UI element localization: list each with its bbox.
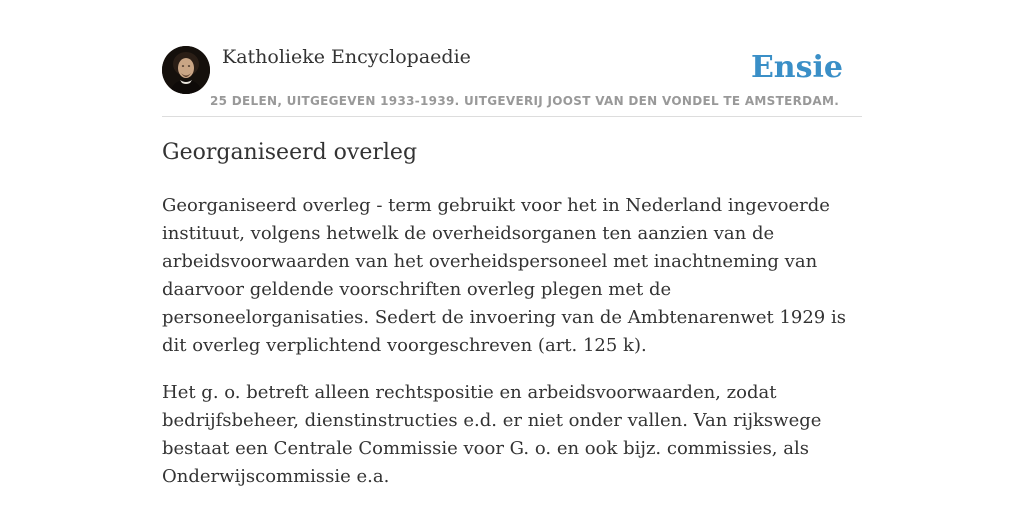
source-title[interactable]: Katholieke Encyclopaedie [222,46,471,68]
ensie-logo-link[interactable]: Ensie [750,50,843,85]
article-paragraph: Georganiseerd overleg - term gebruikt voor het in Nederland ingevoerde instituut, volgens hetwelk de overheidsorganen ten aanzien van de arbeidsvoorwaarden van het overheidspersoneel met inachtneming van daarvoor geldende voorschriften overleg plegen met de personeelorganisaties. Sedert de invoering van de Ambtenarenwet 1929 is dit overleg verplichtend voorgeschreven (art. 125 k). [162,195,846,356]
article-body [162,192,862,510]
portrait-avatar-icon[interactable] [162,46,210,94]
article-paragraph: Het g. o. betreft alleen rechtspositie en arbeidsvoorwaarden, zodat bedrijfsbeheer, dienstinstructies e.d. er niet onder vallen. Van rijkswege bestaat een Centrale Commissie voor G. o. en ook bijz. commissies, als Onderwijscommissie e.a. [162,382,822,487]
source-meta: 25 DELEN, UITGEGEVEN 1933-1939. UITGEVERIJ JOOST VAN DEN VONDEL TE AMSTERDAM. [210,94,840,108]
article-title: Georganiseerd overleg [162,140,418,165]
source-header [162,0,862,117]
page-container [162,0,862,487]
